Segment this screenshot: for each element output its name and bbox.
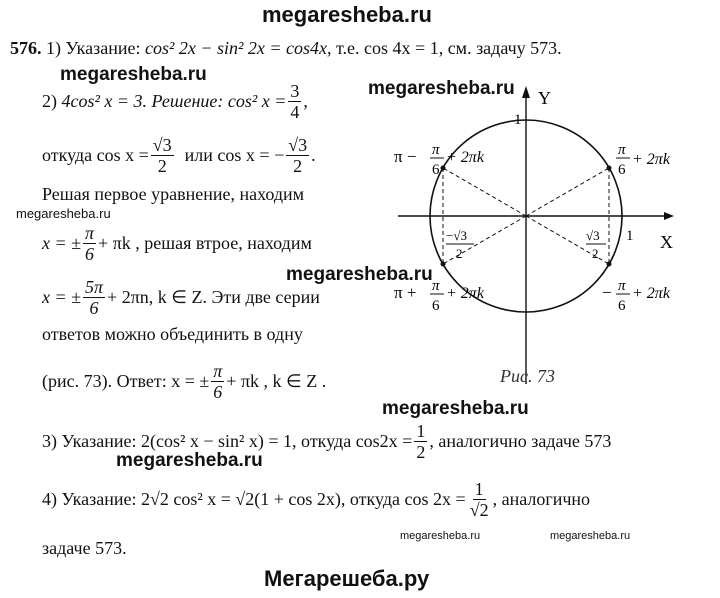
watermark-figure-overlay: megaresheba.ru (368, 78, 515, 99)
part2-line (42, 82, 308, 121)
reshaya-line: Решая первое уравнение, находим (42, 184, 305, 204)
frac-num: 1 (474, 479, 484, 499)
x1-line (42, 224, 312, 263)
point-tl (441, 166, 446, 171)
fraction-1-sqrt2 (468, 480, 491, 519)
part1-formula: cos² 2x − sin² 2x = cos4x (144, 38, 328, 58)
label-bl-pre: π + (394, 283, 417, 302)
y-axis-arrow (522, 86, 530, 98)
part3-post: , аналогично задаче 573 (429, 431, 612, 451)
watermark-bottom-small-right: megaresheba.ru (550, 530, 631, 542)
frac-den: 2 (293, 156, 303, 176)
label-tl-pre: π − (394, 147, 417, 166)
otkuda-text: откуда cos x = (42, 145, 149, 165)
frac-num: 5π (85, 277, 104, 297)
fraction-5pi-6 (83, 278, 105, 317)
fraction-pi-6-answer (211, 362, 224, 401)
tick-x-label: 1 (626, 228, 634, 244)
ris-pre: (рис. 73). Ответ: x = ± (42, 371, 210, 391)
watermark-top: megaresheba.ru (262, 2, 432, 27)
otvetov-line: ответов можно объединить в одну (42, 324, 303, 344)
figure-caption: Рис. 73 (500, 366, 555, 386)
point-tr (607, 166, 612, 171)
label-bl-pi: π (432, 278, 440, 294)
point-bl (441, 262, 446, 267)
part4-post: , аналогично (492, 489, 591, 509)
problem-number: 576. (10, 38, 42, 58)
label-bl-post: + 2πk (446, 285, 484, 302)
fraction-3-4 (288, 82, 301, 121)
ili-text: или cos x = − (184, 145, 285, 165)
frac-num: π (213, 361, 223, 381)
frac-den: 4 (290, 102, 300, 122)
frac-den: 2 (157, 156, 167, 176)
label-tr-pi: π (618, 142, 626, 158)
label-tl-post: + 2πk (446, 149, 484, 166)
fraction-sqrt3-2 (151, 136, 174, 175)
frac-den: 2 (416, 442, 426, 462)
x2-post: + 2πn, k ∈ Z. Эти две серии (107, 287, 320, 307)
part1-label: 1) Указание: (46, 38, 141, 58)
frac-num: 1 (416, 421, 426, 441)
watermark-left-small: megaresheba.ru (16, 206, 111, 221)
frac-num: π (85, 223, 95, 243)
ris-line (42, 362, 326, 401)
fraction-1-2 (414, 422, 427, 461)
label-bl-6: 6 (432, 298, 440, 314)
point-br (607, 262, 612, 267)
fraction-pi-6 (83, 224, 96, 263)
frac-den: 6 (89, 298, 99, 318)
label-br-post: + 2πk (632, 285, 670, 302)
label-br-6: 6 (618, 298, 626, 314)
frac-num: √3 (152, 135, 172, 155)
label-br-pre: − (602, 283, 612, 302)
x1-post: + πk , решая втрое, находим (98, 233, 312, 253)
label-tr-6: 6 (618, 162, 626, 178)
frac-den: 6 (85, 244, 95, 264)
axis-x-label: X (660, 232, 673, 252)
watermark-right-middle: megaresheba.ru (382, 398, 529, 419)
part3-pre: 3) Указание: 2(cos² x − sin² x) = 1, откуда cos2x = (42, 431, 413, 451)
watermark-footer: Мегарешеба.ру (264, 566, 430, 591)
otkuda-line (42, 136, 316, 175)
axis-y-label: Y (538, 88, 551, 108)
frac-den: 6 (213, 382, 223, 402)
frac-num: 3 (290, 81, 300, 101)
part1-line (10, 38, 562, 59)
label-br-pi: π (618, 278, 626, 294)
label-tl-pi: π (432, 142, 440, 158)
x-axis-arrow (664, 212, 674, 220)
part4-end: задаче 573. (42, 538, 127, 558)
frac-den: √2 (469, 500, 489, 520)
comma: , (303, 91, 308, 111)
label-plus-sqrt3: √3 (586, 228, 600, 243)
x2-pre: x = ± (42, 287, 82, 307)
label-minus-sqrt3: −√3 (446, 228, 467, 243)
period: . (311, 145, 316, 165)
part4-line (42, 480, 590, 519)
ris-post: + πk , k ∈ Z . (226, 371, 327, 391)
tick-y-label: 1 (514, 112, 522, 128)
watermark-bottom-small-left: megaresheba.ru (400, 530, 481, 542)
x1-pre: x = ± (42, 233, 82, 253)
unit-circle-figure (392, 84, 692, 384)
part4-pre: 4) Указание: 2√2 cos² x = √2(1 + cos 2x), откуда cos 2x = (42, 489, 466, 509)
watermark-middle: megaresheba.ru (286, 264, 433, 285)
watermark-lower-left: megaresheba.ru (116, 450, 263, 471)
fraction-sqrt3-2-neg (286, 136, 309, 175)
part2-label: 2) (42, 91, 57, 111)
label-minus-2: 2 (456, 246, 463, 261)
part2-eq: 4cos² x = 3. Решение: cos² x = (61, 91, 287, 111)
frac-num: √3 (288, 135, 308, 155)
part1-rest: , т.е. cos 4x = 1, см. задачу 573. (327, 38, 562, 58)
x2-line (42, 278, 320, 317)
label-tl-6: 6 (432, 162, 440, 178)
watermark-header-overlay: megaresheba.ru (60, 64, 207, 85)
label-plus-2: 2 (592, 246, 599, 261)
label-tr-post: + 2πk (632, 151, 670, 168)
